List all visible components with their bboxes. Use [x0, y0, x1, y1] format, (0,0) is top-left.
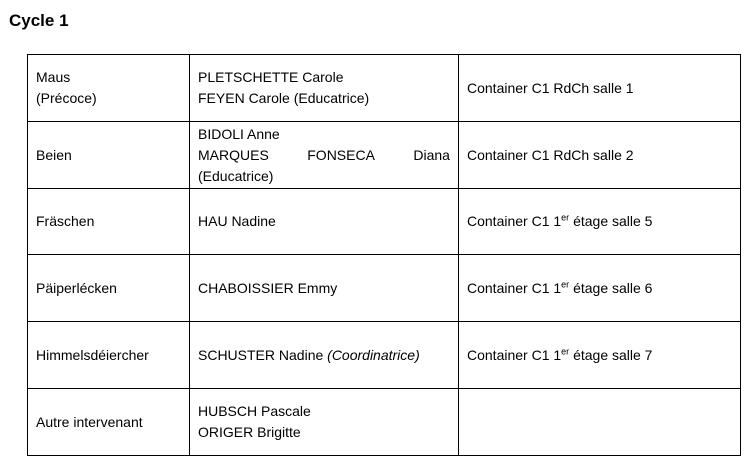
teacher-name: HUBSCH Pascale: [198, 403, 311, 419]
teacher-word: FONSECA: [307, 146, 375, 163]
teacher-name: CHABOISSIER Emmy: [198, 279, 338, 296]
table-row: [28, 55, 741, 122]
room-cell: [459, 255, 741, 322]
teacher-cell: [190, 55, 459, 122]
room-cell: [459, 389, 741, 456]
room-label: Container C1 1er étage salle 5: [467, 212, 653, 229]
teacher-role: (Coordinatrice): [327, 346, 420, 363]
teacher-word: MARQUES: [198, 146, 269, 163]
page-title: Cycle 1: [9, 11, 69, 30]
table-row: [28, 189, 741, 255]
group-cell: [28, 122, 190, 189]
teacher-name-justified: [198, 145, 450, 166]
room-cell: [459, 122, 741, 189]
teacher-role: (Educatrice): [198, 167, 274, 184]
table-row: [28, 322, 741, 389]
teacher-name: BIDOLI Anne: [198, 125, 280, 142]
teacher-cell: [190, 322, 459, 389]
group-name: Himmelsdéiercher: [36, 346, 149, 363]
teacher-cell: [190, 255, 459, 322]
ordinal-suffix: er: [561, 212, 570, 223]
teacher-name: HAU Nadine: [198, 213, 276, 229]
room-cell: [459, 322, 741, 389]
teacher-word: Diana: [413, 146, 450, 163]
teacher-cell: [190, 389, 459, 456]
table-row: [28, 122, 741, 189]
ordinal-suffix: er: [561, 345, 570, 356]
group-name: Päiperlécken: [36, 279, 117, 296]
room-label: Container C1 1er étage salle 6: [467, 278, 653, 296]
room-cell: [459, 55, 741, 122]
group-cell: [28, 322, 190, 389]
table-row: [28, 389, 741, 456]
teacher-name: SCHUSTER Nadine: [198, 346, 328, 363]
group-name: Fräschen: [36, 213, 95, 229]
teacher-cell: [190, 189, 459, 255]
group-name: Maus: [36, 69, 71, 85]
group-note: (Précoce): [36, 90, 97, 106]
room-label: Container C1 1er étage salle 7: [467, 345, 653, 363]
group-cell: [28, 255, 190, 322]
room-cell: [459, 189, 741, 255]
group-cell: [28, 55, 190, 122]
teacher-name: ORIGER Brigitte: [198, 424, 301, 440]
table-row: [28, 255, 741, 322]
group-name: Beien: [36, 146, 72, 163]
ordinal-suffix: er: [561, 278, 570, 289]
room-label: Container C1 RdCh salle 1: [467, 79, 634, 96]
class-assignment-table: [27, 54, 741, 456]
group-name: Autre intervenant: [36, 413, 143, 430]
group-cell: [28, 189, 190, 255]
group-cell: [28, 389, 190, 456]
room-label: Container C1 RdCh salle 2: [467, 146, 634, 163]
teacher-cell: [190, 122, 459, 189]
teacher-name: PLETSCHETTE Carole: [198, 69, 344, 85]
teacher-name: FEYEN Carole (Educatrice): [198, 90, 370, 106]
